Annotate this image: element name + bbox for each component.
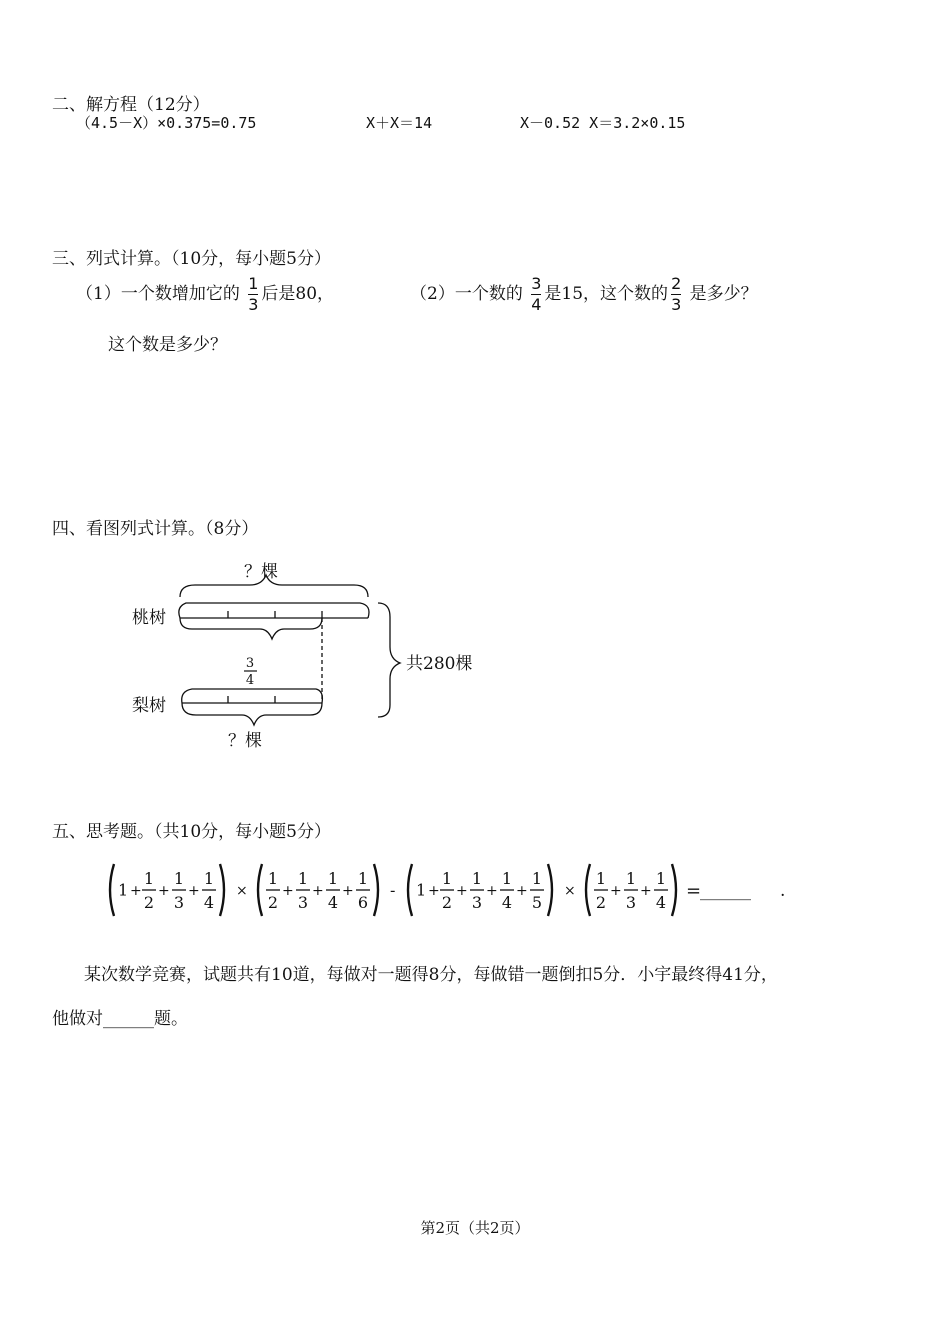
question-5-2-line1: 某次数学竞赛，试题共有10道，每做对一题得8分，每做错一题倒扣5分．小宇最终得41分，	[84, 965, 778, 985]
question-3-2-text-mid: 是15，这个数的	[544, 284, 669, 304]
fraction-denominator: 2	[267, 893, 279, 912]
peach-under-brace	[180, 618, 322, 639]
section-4-heading: 四、看图列式计算。（8分）	[52, 519, 259, 539]
plus-sign: +	[456, 882, 468, 899]
fraction-denominator: 2	[595, 893, 607, 912]
fraction-numerator: 1	[625, 869, 637, 888]
close-paren	[672, 864, 676, 916]
plus-sign: +	[130, 882, 142, 899]
fraction-numerator: 1	[297, 869, 309, 888]
close-paren	[220, 864, 224, 916]
fraction-denominator: 4	[655, 893, 667, 912]
fraction-numerator: 1	[143, 869, 155, 888]
total-label: 共280棵	[406, 654, 473, 674]
peach-bar-top-curve	[179, 603, 369, 618]
fraction-denominator: 3	[173, 893, 185, 912]
answer-blank: ______	[103, 1009, 154, 1029]
fraction-denominator: 2	[441, 893, 453, 912]
question-3-1-text-post: 后是80，	[261, 284, 335, 304]
times-sign: ×	[236, 882, 248, 899]
plus-sign: +	[486, 882, 498, 899]
fraction-two-thirds: $\frac{2}{3}$	[671, 274, 682, 314]
open-paren	[586, 864, 590, 916]
times-sign: ×	[564, 882, 576, 899]
plus-sign: +	[158, 882, 170, 899]
think-expression	[100, 858, 786, 922]
section-5-heading: 五、思考题。（共10分，每小题5分）	[52, 822, 331, 842]
plus-sign: +	[428, 882, 440, 899]
fraction-numerator: 1	[173, 869, 185, 888]
fraction-numerator: 1	[267, 869, 279, 888]
fraction-numerator: 1	[441, 869, 453, 888]
fraction-numerator: 1	[531, 869, 543, 888]
pear-tree-label: 梨树	[132, 696, 166, 716]
fraction-denominator: 2	[143, 893, 155, 912]
equals-sign: =	[686, 880, 702, 902]
fraction-denominator: 4	[327, 893, 339, 912]
close-paren	[548, 864, 552, 916]
plus-sign: +	[516, 882, 528, 899]
answer-blank: ______	[700, 880, 751, 901]
fraction-numerator: 1	[327, 869, 339, 888]
plus-sign: +	[188, 882, 200, 899]
period: .	[780, 880, 786, 901]
plus-sign: +	[610, 882, 622, 899]
fraction-one-third: $\frac{1}{3}$	[248, 274, 259, 314]
plus-sign: +	[342, 882, 354, 899]
open-paren	[408, 864, 412, 916]
top-question-label: ？棵	[244, 562, 278, 582]
fraction-numerator: 1	[203, 869, 215, 888]
bottom-question-label: ？棵	[228, 731, 262, 751]
svg-text:3: 3	[245, 656, 255, 671]
close-paren	[374, 864, 378, 916]
fraction-numerator: 1	[655, 869, 667, 888]
equation-1: （4.5－X）×0.375=0.75	[76, 114, 257, 132]
section-3-heading: 三、列式计算。（10分，每小题5分）	[52, 249, 331, 269]
question-3-2	[410, 272, 758, 316]
diagram-fraction	[244, 656, 257, 688]
question-3-2-text-post: 是多少？	[689, 284, 758, 304]
fraction-numerator: 1	[501, 869, 513, 888]
question-3-1-line2: 这个数是多少？	[108, 335, 227, 355]
svg-text:4: 4	[245, 673, 255, 688]
fraction-denominator: 5	[531, 893, 543, 912]
question-3-1	[76, 272, 334, 316]
total-brace	[378, 603, 400, 717]
plus-sign: +	[640, 882, 652, 899]
peach-tree-label: 桃树	[132, 608, 166, 628]
one: 1	[416, 880, 427, 900]
minus-sign: -	[390, 880, 396, 900]
question-5-2-line2: 他做对______题。	[52, 1009, 188, 1029]
page-footer: 第2页（共2页）	[420, 1219, 530, 1237]
fraction-numerator: 1	[595, 869, 607, 888]
open-paren	[110, 864, 114, 916]
plus-sign: +	[282, 882, 294, 899]
plus-sign: +	[312, 882, 324, 899]
fraction-denominator: 4	[203, 893, 215, 912]
question-3-1-text-pre: （1）一个数增加它的	[76, 284, 240, 304]
fraction-denominator: 3	[625, 893, 637, 912]
bottom-brace	[182, 703, 322, 725]
fraction-denominator: 3	[297, 893, 309, 912]
pear-bar-top-curve	[182, 689, 323, 703]
equation-3: X－0.52 X＝3.2×0.15	[520, 114, 686, 132]
fraction-three-quarters: $\frac{3}{4}$	[531, 274, 542, 314]
one: 1	[118, 880, 129, 900]
fraction-denominator: 4	[501, 893, 513, 912]
fraction-numerator: 1	[357, 869, 369, 888]
fraction-numerator: 1	[471, 869, 483, 888]
equation-2: X＋X＝14	[366, 114, 433, 132]
section-2-heading: 二、解方程（12分）	[52, 95, 210, 115]
fraction-denominator: 6	[357, 893, 369, 912]
open-paren	[258, 864, 262, 916]
fraction-denominator: 3	[471, 893, 483, 912]
tree-diagram	[120, 555, 520, 755]
question-3-2-text-pre: （2）一个数的	[410, 284, 523, 304]
